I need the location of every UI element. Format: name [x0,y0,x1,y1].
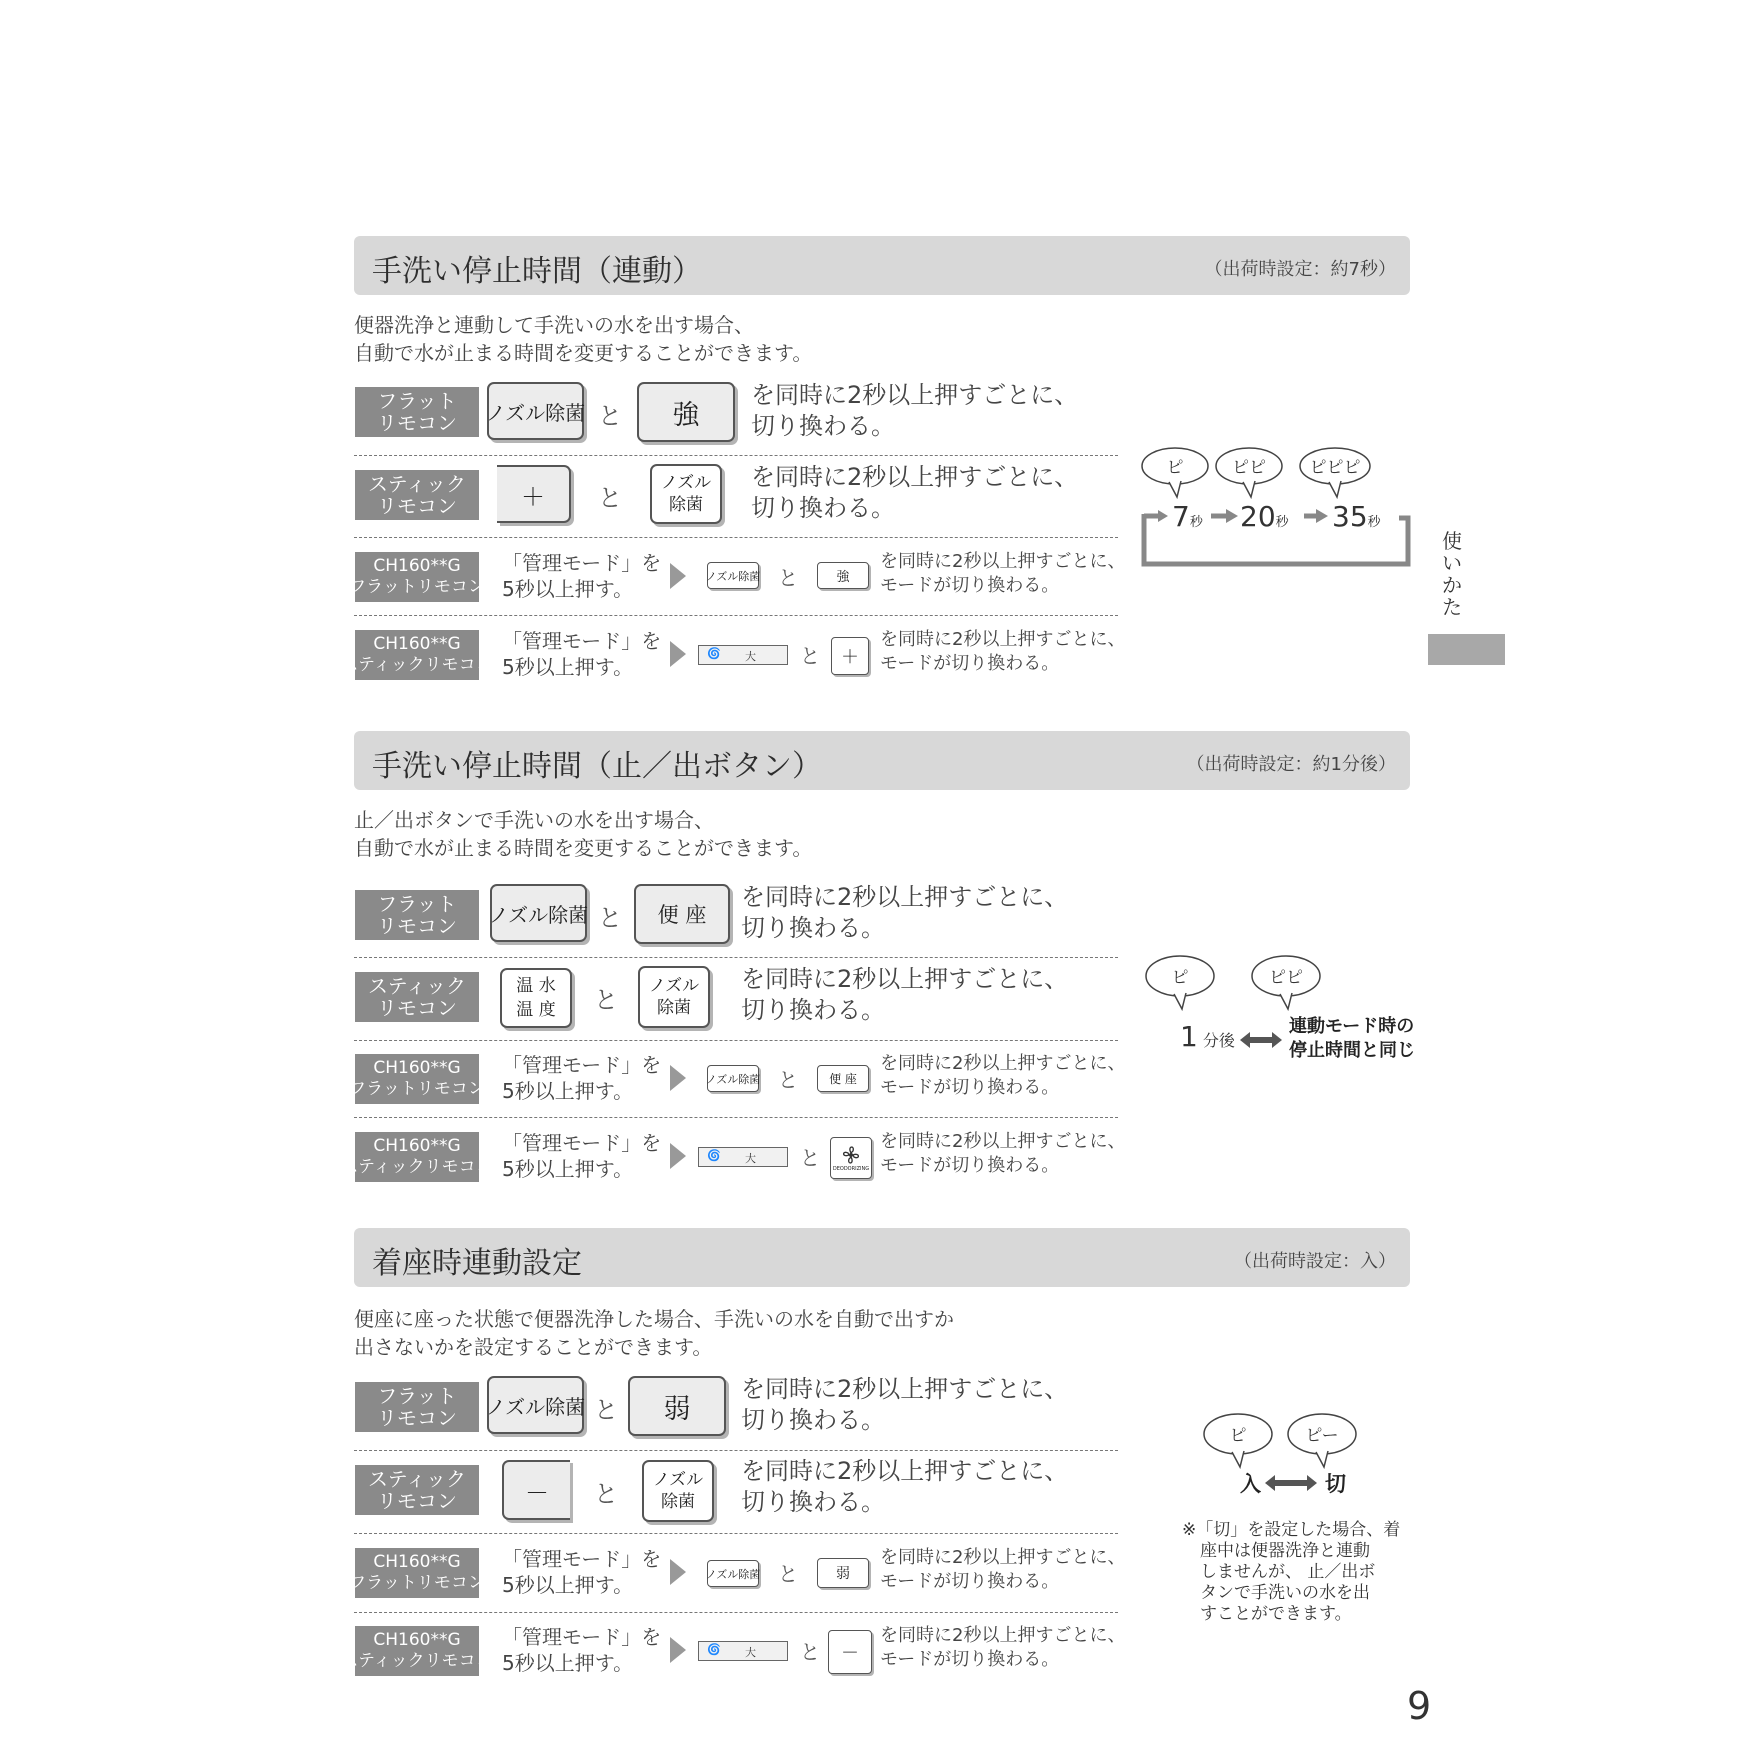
section-title: 手洗い停止時間（止／出ボタン） [372,749,822,784]
step-arrow-icon [670,1143,686,1169]
label-stick-remote: スティック リモコン [355,470,479,520]
step-arrow-icon [670,1065,686,1091]
strip-label: 大 [745,650,756,663]
section-description: 便器洗浄と連動して手洗いの水を出す場合、 自動で水が止まる時間を変更することができます。 [354,313,813,365]
instruction-text: を同時に2秒以上押すごとに、 切り換わる。 [751,381,1079,440]
weak-button[interactable]: 弱 [628,1376,726,1436]
swirl-icon: 🌀 [707,1149,721,1162]
admin-mode-instruction: 「管理モード」を 5秒以上押す。 [502,1053,662,1103]
factory-default: （出荷時設定：約7秒） [1204,259,1396,280]
beep-bubble: ピピ [1215,447,1283,497]
water-temp-button[interactable]: 温 水 温 度 [500,968,572,1028]
and-connector: と [778,1562,798,1586]
swirl-icon: 🌀 [707,647,721,660]
beep-bubble: ピ [1141,447,1209,497]
label-ch160-stick-remote: CH160**G スティックリモコン [355,1132,479,1182]
dashed-divider [354,615,1118,616]
seat-button[interactable]: 便 座 [817,1065,869,1092]
and-connector: と [778,566,798,590]
admin-mode-instruction: 「管理モード」を 5秒以上押す。 [502,551,662,601]
factory-default: （出荷時設定：入） [1234,1251,1396,1272]
large-flush-strip[interactable] [698,1147,788,1167]
instruction-text: を同時に2秒以上押すごとに、 モードが切り換わる。 [880,1131,1126,1176]
beep-bubble: ピー [1287,1413,1357,1467]
admin-mode-instruction: 「管理モード」を 5秒以上押す。 [502,1547,662,1597]
step-arrow-icon [670,1637,686,1663]
instruction-text: を同時に2秒以上押すごとに、 モードが切り換わる。 [880,551,1126,596]
and-connector: と [594,1480,618,1508]
and-connector: と [800,1146,820,1170]
setting-on: 入 [1240,1472,1261,1496]
dashed-divider [354,537,1118,538]
plus-button[interactable]: ＋ [497,465,571,523]
dashed-divider [354,1533,1118,1534]
label-flat-remote: フラット リモコン [355,387,479,437]
footnote: ※「切」を設定した場合、着 座中は便器洗浄と連動 しませんが、 止／出ボ タンで手洗いの水を出 すことができます。 [1182,1520,1401,1624]
section-description: 便座に座った状態で便器洗浄した場合、手洗いの水を自動で出すか 出さないかを設定することができます。 [354,1307,954,1359]
section-title: 着座時連動設定 [372,1246,582,1281]
beep-bubble: ピ [1145,955,1215,1009]
instruction-text: を同時に2秒以上押すごとに、 切り換わる。 [741,1375,1069,1434]
instruction-text: を同時に2秒以上押すごとに、 モードが切り換わる。 [880,1547,1126,1592]
and-connector: と [594,1396,618,1424]
seat-button[interactable]: 便 座 [634,884,730,944]
cycle-value-20: 20秒 [1240,500,1289,533]
step-arrow-icon [670,1559,686,1585]
and-connector: と [800,1640,820,1664]
section-header [354,236,1410,295]
and-connector: と [594,986,618,1014]
label-ch160-stick-remote: CH160**G スティックリモコン [355,1626,479,1676]
plus-button[interactable]: ＋ [831,637,869,675]
label-flat-remote: フラット リモコン [355,1382,479,1432]
nozzle-sterilize-button[interactable]: ノズル除菌 [707,1065,759,1092]
step-arrow-icon [670,641,686,667]
dashed-divider [354,1117,1118,1118]
page-number: 9 [1407,1684,1432,1728]
nozzle-sterilize-button[interactable]: ノズル 除菌 [650,464,722,524]
deodorizing-caption: DEODORIZING [832,1166,870,1172]
factory-default: （出荷時設定：約1分後） [1186,754,1396,775]
section-title: 手洗い停止時間（連動） [372,254,702,289]
nozzle-sterilize-button[interactable]: ノズル除菌 [487,382,584,440]
setting-value-linked: 連動モード時の 停止時間と同じ [1289,1016,1415,1061]
instruction-text: を同時に2秒以上押すごとに、 モードが切り換わる。 [880,629,1126,674]
section-header [354,731,1410,790]
strip-label: 大 [745,1646,756,1659]
instruction-text: を同時に2秒以上押すごとに、 モードが切り換わる。 [880,1053,1126,1098]
instruction-text: を同時に2秒以上押すごとに、 切り換わる。 [751,463,1079,522]
instruction-text: を同時に2秒以上押すごとに、 切り換わる。 [741,883,1069,942]
label-stick-remote: スティック リモコン [355,1465,479,1515]
nozzle-sterilize-button[interactable]: ノズル 除菌 [642,1460,714,1522]
and-connector: と [778,1068,798,1092]
and-connector: と [800,644,820,668]
cycle-value-7: 7秒 [1172,500,1203,533]
cycle-value-35: 35秒 [1332,500,1381,533]
instruction-text: を同時に2秒以上押すごとに、 モードが切り換わる。 [880,1625,1126,1670]
nozzle-sterilize-button[interactable]: ノズル除菌 [487,1376,584,1434]
label-stick-remote: スティック リモコン [355,972,479,1022]
admin-mode-instruction: 「管理モード」を 5秒以上押す。 [502,629,662,679]
label-ch160-flat-remote: CH160**G フラットリモコン [355,1054,479,1104]
section-description: 止／出ボタンで手洗いの水を出す場合、 自動で水が止まる時間を変更することができます。 [354,808,813,860]
label-ch160-flat-remote: CH160**G フラットリモコン [355,552,479,602]
setting-value-1min: 1 分後 [1180,1020,1235,1053]
admin-mode-instruction: 「管理モード」を 5秒以上押す。 [502,1625,662,1675]
and-connector: と [598,904,622,932]
beep-bubble: ピピピ [1299,447,1371,497]
admin-mode-instruction: 「管理モード」を 5秒以上押す。 [502,1131,662,1181]
and-connector: と [598,484,622,512]
dashed-divider [354,1450,1118,1451]
large-flush-strip[interactable] [698,645,788,665]
instruction-text: を同時に2秒以上押すごとに、 切り換わる。 [741,1457,1069,1516]
strong-button[interactable]: 強 [817,562,869,589]
nozzle-sterilize-button[interactable]: ノズル 除菌 [638,966,710,1028]
and-connector: と [598,402,622,430]
step-arrow-icon [670,563,686,589]
nozzle-sterilize-button[interactable]: ノズル除菌 [707,562,759,589]
setting-off: 切 [1325,1472,1346,1496]
swirl-icon: 🌀 [707,1643,721,1656]
minus-button[interactable]: － [828,1630,872,1674]
fan-icon [840,1144,862,1166]
side-tab-marker [1428,634,1505,665]
toggle-arrow-icon [1240,1030,1282,1050]
instruction-text: を同時に2秒以上押すごとに、 切り換わる。 [741,965,1069,1024]
beep-bubble: ピピ [1251,955,1321,1009]
nozzle-sterilize-button[interactable]: ノズル除菌 [707,1560,759,1587]
dashed-divider [354,1612,1118,1613]
strip-label: 大 [745,1152,756,1165]
strong-button[interactable]: 強 [637,382,735,442]
beep-bubble: ピ [1203,1413,1273,1467]
nozzle-sterilize-button[interactable]: ノズル除菌 [490,884,587,942]
section-header [354,1228,1410,1287]
label-flat-remote: フラット リモコン [355,890,479,940]
label-ch160-flat-remote: CH160**G フラットリモコン [355,1548,479,1598]
large-flush-strip[interactable] [698,1641,788,1661]
weak-button[interactable]: 弱 [817,1558,869,1588]
dashed-divider [354,1040,1118,1041]
side-tab-label: 使いかた [1442,529,1462,619]
deodorizing-button[interactable] [830,1137,872,1179]
dashed-divider [354,455,1118,456]
dashed-divider [354,957,1118,958]
minus-button[interactable]: － [502,1460,570,1520]
label-ch160-stick-remote: CH160**G スティックリモコン [355,630,479,680]
toggle-arrow-icon [1265,1473,1317,1493]
